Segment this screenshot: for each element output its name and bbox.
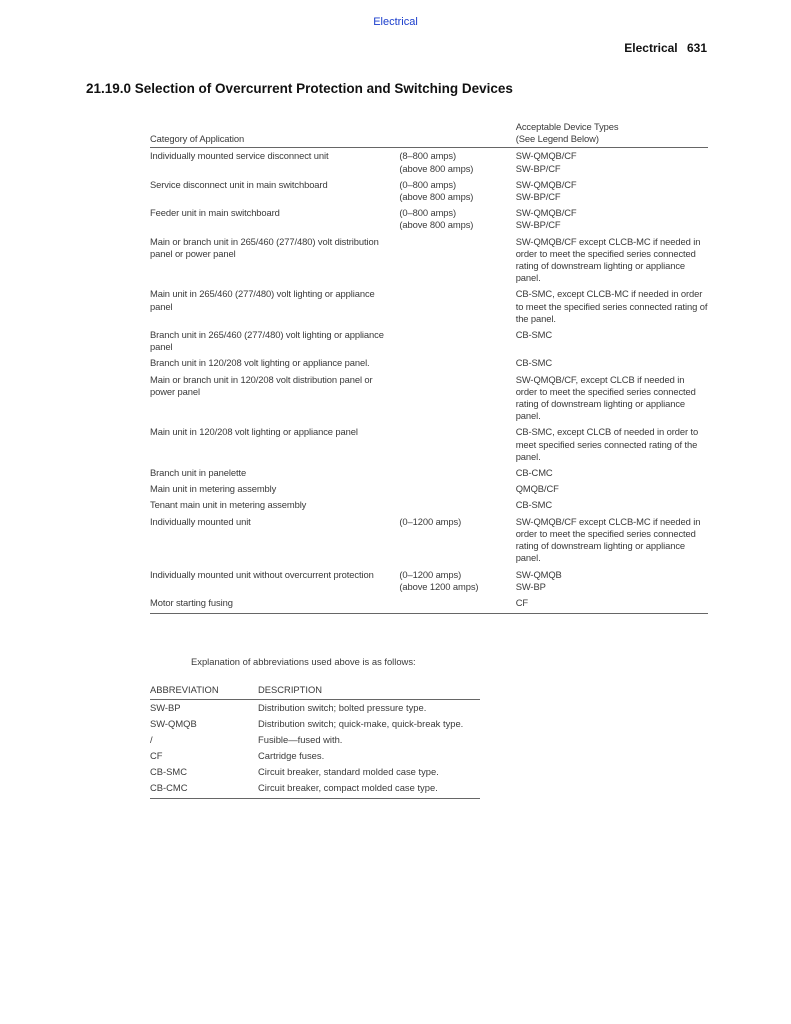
rating-cell: (8–800 amps) (above 800 amps) <box>399 150 474 174</box>
page-header: Electrical 631 <box>624 41 707 55</box>
rating-cell <box>399 355 515 371</box>
device-types-cell: CF <box>516 595 708 614</box>
abbreviation-cell: SW-BP <box>150 702 181 713</box>
category-cell: Individually mounted service disconnect unit <box>150 150 329 162</box>
device-types-cell: CB-SMC <box>515 329 553 341</box>
abbreviation-cell: / <box>150 734 153 745</box>
abbreviations-intro: Explanation of abbreviations used above is as follows: <box>191 656 416 667</box>
device-types-cell: SW-QMQB/CF SW-BP/CF <box>515 150 577 174</box>
table-row <box>150 355 708 371</box>
device-types-cell: CB-CMC <box>515 467 553 479</box>
table-row <box>150 177 708 205</box>
rating-cell <box>399 372 515 425</box>
abbreviation-cell: SW-QMQB <box>150 718 197 729</box>
device-types-cell: CB-SMC <box>515 357 553 369</box>
abbreviations-body <box>150 700 480 799</box>
table-row <box>150 424 708 465</box>
table-row <box>150 481 708 497</box>
abbreviation-row <box>150 748 480 764</box>
description-cell: Circuit breaker, compact molded case type. <box>258 780 480 799</box>
category-cell: Main or branch unit in 265/460 (277/480) volt distribution panel or power panel <box>150 235 379 259</box>
device-types-cell: QMQB/CF <box>515 483 559 495</box>
device-types-cell: SW-QMQB SW-BP <box>515 568 562 592</box>
rating-cell: (0–1200 amps) <box>399 515 462 527</box>
category-cell: Service disconnect unit in main switchboard <box>150 178 328 190</box>
rating-cell <box>399 497 515 513</box>
electrical-link[interactable]: Electrical <box>373 16 418 28</box>
device-types-cell: SW-QMQB/CF except CLCB-MC if needed in order to meet the specified series connected rating of downstream lighting or appliance panel. <box>515 515 701 564</box>
description-cell: Fusible—fused with. <box>258 734 343 745</box>
table-row <box>150 286 708 327</box>
category-cell: Branch unit in 265/460 (277/480) volt lighting or appliance panel <box>150 329 384 353</box>
category-cell: Feeder unit in main switchboard <box>150 207 280 219</box>
rating-cell <box>399 234 515 287</box>
rating-cell <box>399 286 515 327</box>
description-cell: Distribution switch; bolted pressure type. <box>258 702 427 713</box>
table-row <box>150 514 708 567</box>
abbreviation-cell: CF <box>150 750 163 761</box>
abbreviation-row <box>150 780 480 799</box>
device-selection-table <box>150 121 708 614</box>
abbreviation-row <box>150 700 480 717</box>
device-types-cell: SW-QMQB/CF, except CLCB if needed in order to meet the specified series connected rating of downstream lighting or appliance panel. <box>515 373 696 422</box>
table-row <box>150 465 708 481</box>
table-row <box>150 497 708 513</box>
header-abbreviation: ABBREVIATION <box>150 684 258 700</box>
table-row <box>150 595 708 614</box>
table-header-row <box>150 121 708 148</box>
category-cell: Branch unit in 120/208 volt lighting or appliance panel. <box>150 357 370 369</box>
device-types-cell: SW-QMQB/CF SW-BP/CF <box>515 207 577 231</box>
table-row <box>150 234 708 287</box>
rating-cell: (0–800 amps) (above 800 amps) <box>399 178 474 203</box>
description-cell: Cartridge fuses. <box>258 750 325 761</box>
abbreviation-row <box>150 764 480 780</box>
rating-cell <box>399 595 515 614</box>
rating-cell <box>399 465 515 481</box>
category-cell: Motor starting fusing <box>150 595 399 614</box>
header-description: DESCRIPTION <box>258 684 480 700</box>
abbreviations-header-row <box>150 684 480 700</box>
category-cell: Main unit in metering assembly <box>150 483 277 495</box>
description-cell: Distribution switch; quick-make, quick-break type. <box>258 718 464 729</box>
rating-cell: (0–1200 amps) (above 1200 amps) <box>399 568 479 592</box>
category-cell: Individually mounted unit without overcurrent protection <box>150 568 374 580</box>
category-cell: Branch unit in panelette <box>150 467 247 479</box>
table-row <box>150 148 708 177</box>
abbreviation-row <box>150 732 480 748</box>
rating-cell <box>399 424 515 465</box>
abbreviation-row <box>150 716 480 732</box>
category-cell: Main unit in 265/460 (277/480) volt lighting or appliance panel <box>150 288 375 312</box>
abbreviation-cell: CB-SMC <box>150 766 187 777</box>
table-row <box>150 567 708 595</box>
table-body <box>150 148 708 614</box>
header-rating <box>399 121 515 148</box>
abbreviations-table <box>150 684 480 799</box>
category-cell: Tenant main unit in metering assembly <box>150 499 307 511</box>
rating-cell <box>399 327 515 355</box>
device-types-cell: SW-QMQB/CF SW-BP/CF <box>515 178 577 203</box>
device-types-cell: CB-SMC, except CLCB-MC if needed in order to meet the specified series connected rating of the panel. <box>515 288 708 324</box>
device-types-cell: CB-SMC <box>515 499 553 511</box>
description-cell: Circuit breaker, standard molded case type. <box>258 766 439 777</box>
abbreviation-cell: CB-CMC <box>150 780 258 799</box>
table-row <box>150 372 708 425</box>
device-types-cell: SW-QMQB/CF except CLCB-MC if needed in order to meet the specified series connected rating of downstream lighting or appliance panel. <box>515 235 701 284</box>
category-cell: Individually mounted unit <box>150 515 251 527</box>
header-device-types: Acceptable Device Types (See Legend Below) <box>516 121 708 148</box>
rating-cell: (0–800 amps) (above 800 amps) <box>399 207 474 231</box>
category-cell: Main or branch unit in 120/208 volt distribution panel or power panel <box>150 373 373 397</box>
table-row <box>150 327 708 355</box>
category-cell: Main unit in 120/208 volt lighting or appliance panel <box>150 426 358 438</box>
table-row <box>150 205 708 233</box>
rating-cell <box>399 481 515 497</box>
section-title: 21.19.0 Selection of Overcurrent Protection and Switching Devices <box>86 81 513 96</box>
device-types-cell: CB-SMC, except CLCB of needed in order to meet specified series connected rating of the panel. <box>515 426 699 462</box>
header-category: Category of Application <box>150 121 399 148</box>
